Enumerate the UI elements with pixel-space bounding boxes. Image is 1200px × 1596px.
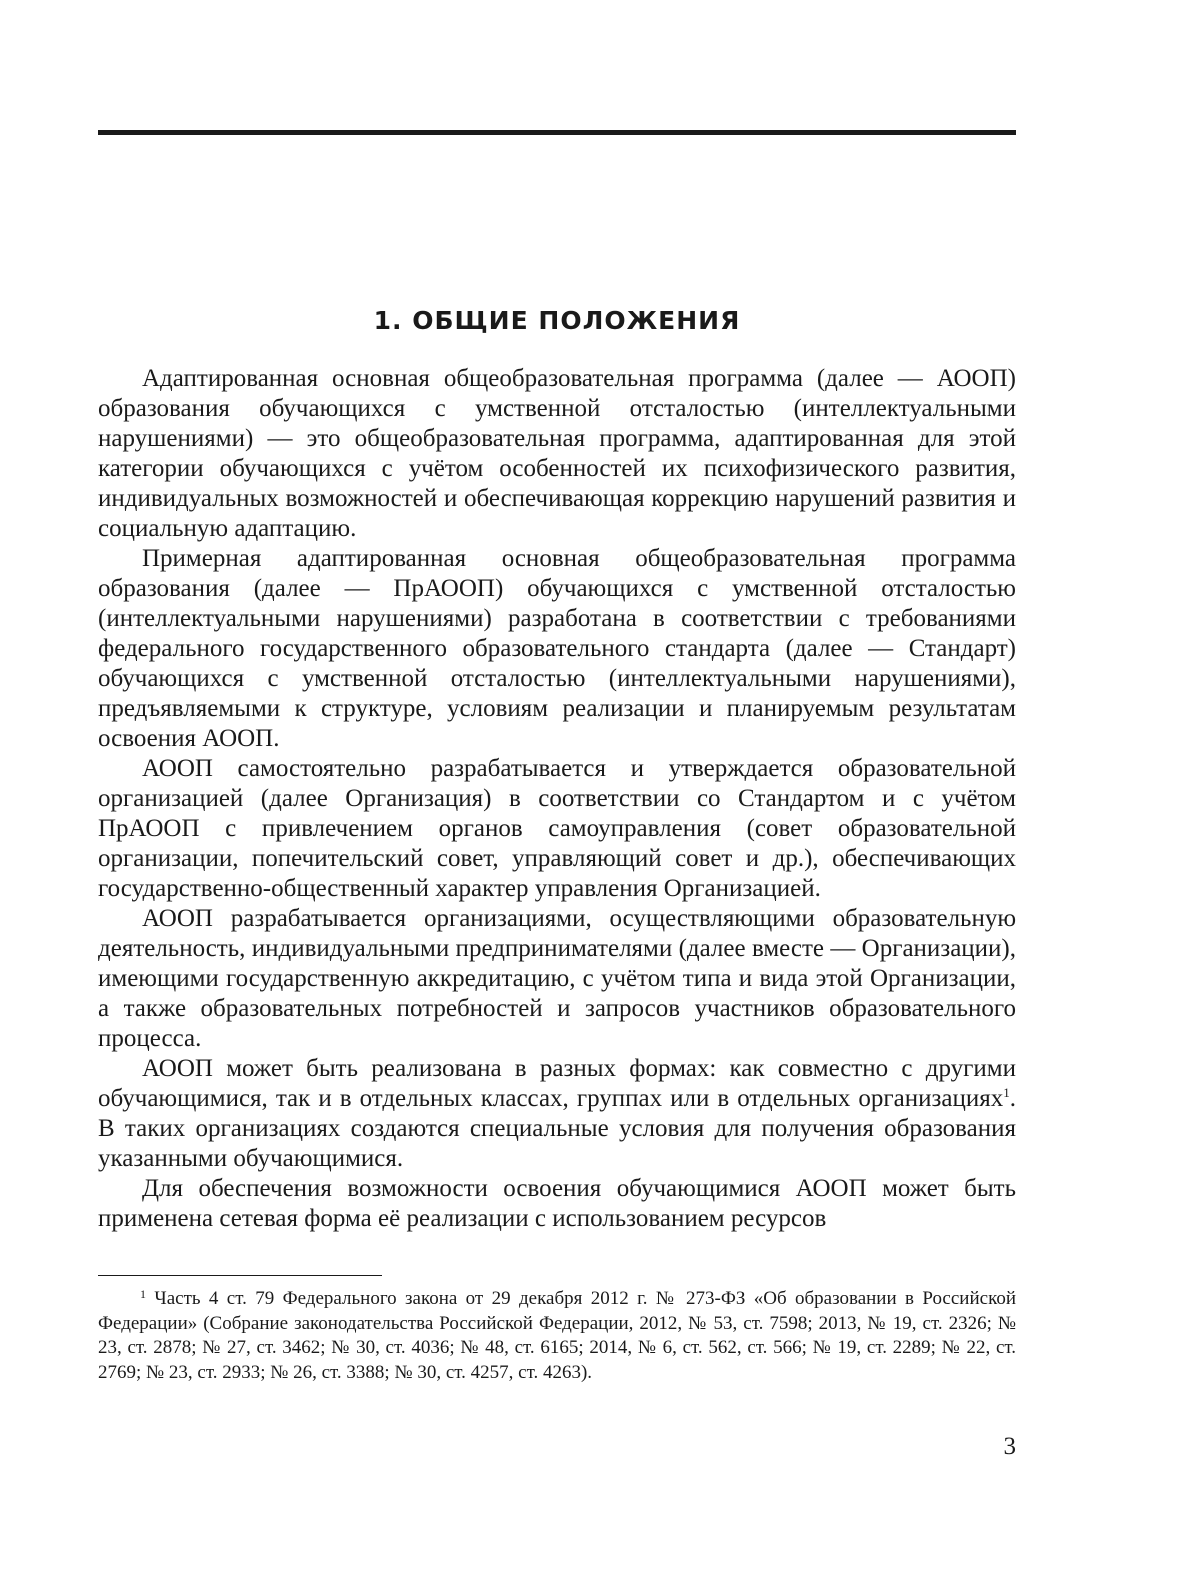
footnote [98, 1287, 1016, 1385]
paragraph-1: Адаптированная основная общеобразовательная программа (далее — АООП) образования обучающихся с умственной отсталостью (интеллектуальными нарушениями) — это общеобразовательная программа, адаптированная для этой категории обучающихся с учётом особенностей их психофизического развития, индивидуальных возможностей и обеспечивающая коррекцию нарушений развития и социальную адаптацию. [98, 365, 1016, 542]
footnote-mark: 1 [140, 1287, 146, 1301]
paragraph-2: Примерная адаптированная основная общеобразовательная программа образования (далее — ПрАООП) обучающихся с умственной отсталостью (интеллектуальными нарушениями) разработана в соответствии с требованиями федерального государственного образовательного стандарта (далее — Стандарт) обучающихся с умственной отсталостью (интеллектуальными нарушениями), предъявляемыми к структуре, условиям реализации и планируемым результатам освоения АООП. [98, 545, 1016, 752]
paragraph-5-text-after: . В таких организациях создаются специальные условия для получения образования указанными обучающимися. [98, 1085, 1016, 1172]
paragraph-5 [98, 1054, 1016, 1174]
paragraph-3: АООП самостоятельно разрабатывается и утверждается образовательной организацией (далее Организация) в соответствии со Стандартом и с учётом ПрАООП с привлечением органов самоуправления (совет образовательной организации, попечительский совет, управляющий совет и др.), обеспечивающих государственно-общественный характер управления Организацией. [98, 755, 1016, 902]
paragraph-5-text-before: АООП может быть реализована в разных формах: как совместно с другими обучающимися, так и в отдельных классах, группах или в отдельных организациях [98, 1055, 1016, 1112]
top-rule [98, 130, 1016, 135]
footnote-text: Часть 4 ст. 79 Федерального закона от 29 декабря 2012 г. № 273-ФЗ «Об образовании в Российской Федерации» (Собрание законодательства Российской Федерации, 2012, № 53, ст. 7598; 2013, № 19, ст. 2326; № 23, ст. 2878; № 27, ст. 3462; № 30, ст. 4036; № 48, ст. 6165; 2014, № 6, ст. 562, ст. 566; № 19, ст. 2289; № 22, ст. 2769; № 23, ст. 2933; № 26, ст. 3388; № 30, ст. 4257, ст. 4263). [98, 1288, 1016, 1383]
paragraph-4: АООП разрабатывается организациями, осуществляющими образовательную деятельность, индивидуальными предпринимателями (далее вместе — Организации), имеющими государственную аккредитацию, с учётом типа и вида этой Организации, а также образовательных потребностей и запросов участников образовательного процесса. [98, 905, 1016, 1052]
body-text [98, 364, 1016, 1234]
page-number: 3 [1003, 1433, 1016, 1460]
section-heading: 1. ОБЩИЕ ПОЛОЖЕНИЯ [373, 306, 741, 335]
footnote-divider [98, 1275, 382, 1276]
footnote-reference: 1 [1003, 1085, 1010, 1100]
paragraph-6: Для обеспечения возможности освоения обучающимися АООП может быть применена сетевая форма её реализации с использованием ресурсов [98, 1175, 1016, 1232]
